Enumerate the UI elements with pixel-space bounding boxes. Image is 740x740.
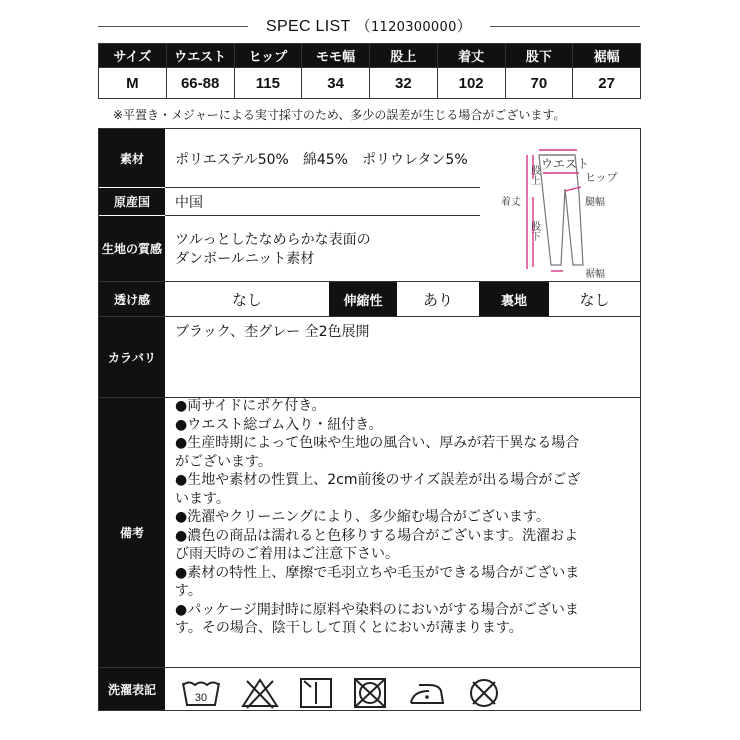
diagram-length: 着丈 xyxy=(501,197,521,208)
wash-temp: 30 xyxy=(194,692,208,704)
care-label: 洗濯表記 xyxy=(99,668,165,710)
texture-line: ツルっとしたなめらかな表面の xyxy=(175,232,371,248)
diagram-thigh: 腿幅 xyxy=(585,197,605,208)
remark-line: す。 xyxy=(175,583,202,599)
care-icons xyxy=(181,677,501,711)
diagram-rise: 股上 xyxy=(528,165,540,185)
remarks-list xyxy=(175,397,635,638)
remark-line: います。 xyxy=(175,490,230,507)
diagram-hip: ヒップ xyxy=(585,171,618,184)
spec-title-row xyxy=(98,12,640,40)
remark-line: ●両サイドにポケ付き。 xyxy=(175,398,326,414)
remark-line: び雨天時のご着用はご注意下さい。 xyxy=(175,546,399,562)
sheer-value: なし xyxy=(231,290,262,309)
sheer-label: 透け感 xyxy=(99,282,165,316)
no-bleach-icon xyxy=(241,677,279,709)
spec-title xyxy=(98,15,640,36)
texture-label: 生地の質感 xyxy=(99,216,165,281)
size-header: ウエスト xyxy=(166,44,234,68)
size-cell: M xyxy=(99,68,167,99)
size-header: 股下 xyxy=(505,44,573,68)
texture-value xyxy=(175,231,371,269)
wash-30-icon xyxy=(181,677,221,709)
stretch-value: あり xyxy=(422,290,453,309)
size-table xyxy=(98,43,641,99)
remark-line: がございます。 xyxy=(175,453,272,470)
size-header: 裾幅 xyxy=(573,44,641,68)
no-dry-clean-icon xyxy=(467,677,501,709)
size-cell: 32 xyxy=(370,68,438,99)
title-text: SPEC LIST xyxy=(266,18,351,35)
row-divider xyxy=(165,215,480,216)
remark-line: ●濃色の商品は濡れると色移りする場合がございます。洗濯およ xyxy=(175,527,579,544)
colors-label: カラバリ xyxy=(99,317,165,397)
size-header-row xyxy=(99,44,641,68)
material-value: ポリエステル50% 綿45% ポリウレタン5% xyxy=(175,152,468,168)
row-divider xyxy=(99,316,640,317)
size-cell: 27 xyxy=(573,68,641,99)
size-cell: 70 xyxy=(505,68,573,99)
remark-line: ●パッケージ開封時に原料や染料のにおいがする場合がございま xyxy=(175,601,579,618)
size-cell: 115 xyxy=(234,68,302,99)
remark-line: す。その場合、陰干しして頂くとにおいが薄まります。 xyxy=(175,620,523,636)
code-close: ） xyxy=(456,17,472,35)
product-code: 1120300000 xyxy=(370,20,457,35)
size-cell: 102 xyxy=(437,68,505,99)
remark-line: ●生地や素材の性質上、2cm前後のサイズ誤差が出る場合がござ xyxy=(175,472,581,488)
diagram-hem: 裾幅 xyxy=(585,269,605,278)
origin-value: 中国 xyxy=(175,195,203,211)
size-cell: 34 xyxy=(302,68,370,99)
origin-label: 原産国 xyxy=(99,188,165,215)
line-dry-icon xyxy=(299,677,333,709)
remark-line: ●生産時期によって色味や生地の風合い、厚みが若干異なる場合 xyxy=(175,435,580,451)
size-header: 股上 xyxy=(370,44,438,68)
iron-low-icon xyxy=(407,677,447,709)
spec-table xyxy=(98,128,641,711)
size-cell: 66-88 xyxy=(166,68,234,99)
lining-value: なし xyxy=(579,290,610,309)
lining-label: 裏地 xyxy=(479,282,549,316)
size-header: サイズ xyxy=(99,44,167,68)
size-header: 着丈 xyxy=(437,44,505,68)
texture-line: ダンボールニット素材 xyxy=(175,251,315,267)
diagram-inseam: 股下 xyxy=(528,221,540,241)
row-divider xyxy=(99,667,640,668)
remark-line: ●洗濯やクリーニングにより、多少縮む場合がございます。 xyxy=(175,509,550,525)
size-value-row xyxy=(99,68,641,99)
remarks-label: 備考 xyxy=(99,398,165,667)
row-divider xyxy=(165,187,480,188)
stretch-label: 伸縮性 xyxy=(329,282,397,316)
diagram-waist: ウエスト xyxy=(541,157,590,171)
material-label: 素材 xyxy=(99,129,165,187)
remark-line: ●ウエスト総ゴム入り・紐付き。 xyxy=(175,416,383,433)
measurement-note: ※平置き・メジャーによる実寸採寸のため、多少の誤差が生じる場合がございます。 xyxy=(113,108,566,122)
code-open: （ xyxy=(355,17,371,35)
colors-value: ブラック、杢グレー 全2色展開 xyxy=(175,324,370,340)
size-header: モモ幅 xyxy=(302,44,370,68)
pants-diagram xyxy=(497,143,632,278)
size-header: ヒップ xyxy=(234,44,302,68)
remark-line: ●素材の特性上、摩擦で毛羽立ちや毛玉ができる場合がございま xyxy=(175,564,580,581)
no-tumble-dry-icon xyxy=(353,677,387,709)
